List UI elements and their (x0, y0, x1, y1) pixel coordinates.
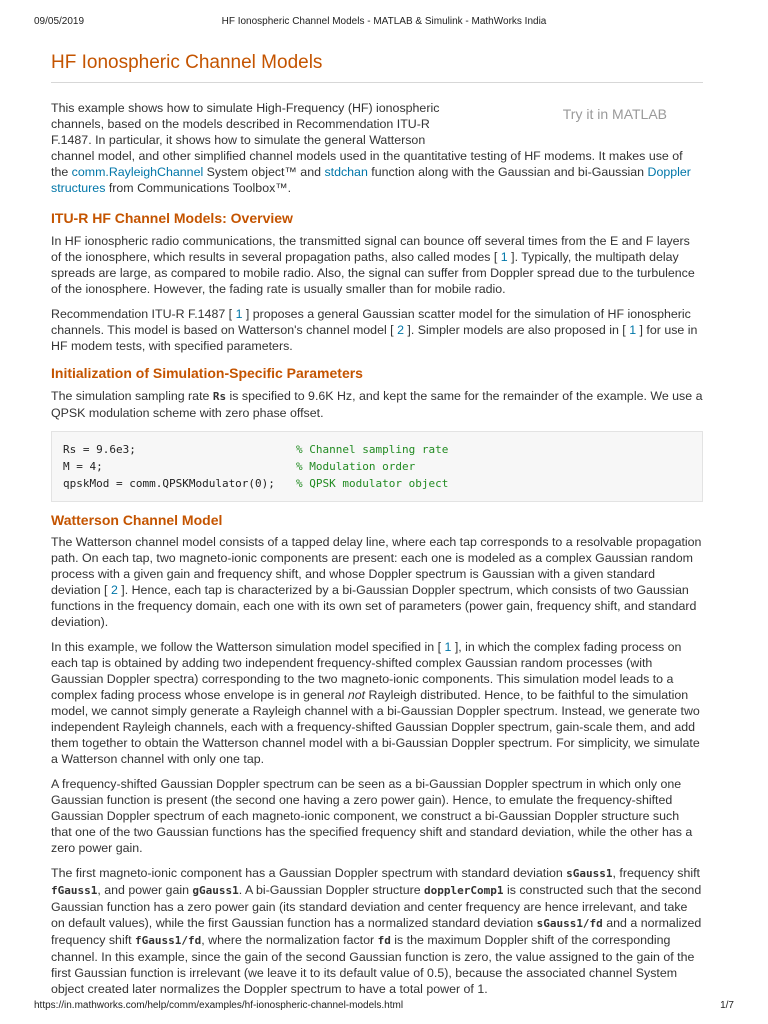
text: , where the normalization factor (201, 933, 378, 947)
inline-code: fGauss1 (51, 884, 98, 897)
inline-code: sGauss1/fd (536, 917, 603, 930)
code-line (63, 458, 691, 475)
text: ]. Hence, each tap is characterized by a bi-Gaussian Doppler spectrum, which consists of two Gaussian functions in the frequency domain, each one with its own set of parameters (power gain, frequency shift, and standard deviation). (51, 583, 697, 629)
code-statement: qpskMod = comm.QPSKModulator(0); (63, 477, 275, 490)
inline-code: fGauss1/fd (135, 934, 202, 947)
page-number: 1/7 (720, 1000, 734, 1011)
reference-link[interactable]: 1 (235, 307, 243, 321)
reference-link[interactable]: 1 (500, 250, 508, 264)
reference-link[interactable]: 2 (110, 583, 118, 597)
intro-text: function along with the Gaussian and bi-Gaussian (367, 165, 648, 179)
inline-code: gGauss1 (192, 884, 239, 897)
heading-watterson: Watterson Channel Model (51, 512, 223, 528)
text: is the maximum Doppler shift of the corresponding channel. In this example, since the gain of the second Gaussian function is zero, the value assigned to the gain of the first Gaussian function is irrelevant (we leave it to its default value of 0.5), because the associated channel System object created later normalizes the Doppler spectrum to have a total power of 1. (51, 933, 695, 996)
overview-paragraph-1 (51, 233, 703, 297)
reference-link[interactable]: 2 (397, 323, 404, 337)
intro-text: from Communications Toolbox™. (105, 181, 292, 195)
reference-link[interactable]: 1 (629, 323, 637, 337)
rayleigh-channel-link[interactable]: comm.RayleighChannel (71, 165, 204, 179)
code-line (63, 441, 691, 458)
heading-initialization: Initialization of Simulation-Specific Parameters (51, 365, 363, 381)
try-in-matlab-button[interactable]: Try it in MATLAB (562, 106, 667, 122)
text: and a normalized frequency shift (51, 916, 702, 947)
code-comment: % Channel sampling rate (296, 443, 449, 456)
text: ], in which the complex fading process on each tap is obtained by adding two independent frequency-shifted complex Gaussian random processes (with Gaussian Doppler spectra) corresponding to the two magneto-ionic components. This simulation model leads to a complex fading process whose envelope is in general (51, 640, 682, 702)
text: ]. Simpler models are also proposed in [ (403, 323, 630, 337)
stdchan-link[interactable]: stdchan (324, 165, 368, 179)
code-statement: M = 4; (63, 460, 103, 473)
text: ] for use in HF modem tests, with specified parameters. (51, 323, 698, 353)
intro-text: channel model, and other simplified channel models used in the quantitative testing of HF modems. It makes use of the (51, 149, 683, 179)
code-comment: % Modulation order (296, 460, 416, 473)
inline-code: fd (377, 934, 391, 947)
inline-code: dopplerComp1 (424, 884, 504, 897)
text: ]. Typically, the multipath delay spreads are large, as compared to mobile radio. Also, the signal can suffer from Doppler spread due to the turbulence of the ionosphere. However, the fading rate is usually smaller than for mobile radio. (51, 250, 695, 296)
reference-link[interactable]: 1 (444, 640, 452, 654)
code-block[interactable] (51, 431, 703, 502)
text: The Watterson channel model consists of a tapped delay line, where each tap corresponds to a resolvable propagation path. On each tap, two magneto-ionic components are present: each one is modeled as a complex Gaussian random process with a given gain and frequency shift, and whose Doppler spectrum is Gaussian with a given standard deviation [ (51, 535, 702, 597)
text: , frequency shift (612, 866, 700, 880)
text: Recommendation ITU-R F.1487 [ (51, 307, 236, 321)
print-date: 09/05/2019 (34, 16, 85, 27)
inline-code: sGauss1 (566, 867, 613, 880)
print-url: https://in.mathworks.com/help/comm/examples/hf-ionospheric-channel-models.html (34, 1000, 404, 1011)
overview-paragraph-2 (51, 306, 703, 354)
emphasis: not (347, 688, 366, 702)
print-page-title: HF Ionospheric Channel Models - MATLAB & Simulink - MathWorks India (221, 16, 547, 27)
watterson-paragraph-2 (51, 639, 703, 767)
code-comment: % QPSK modulator object (296, 477, 449, 490)
watterson-paragraph-3: A frequency-shifted Gaussian Doppler spectrum can be seen as a bi-Gaussian Doppler spectrum in which only one Gaussian function is present (the second one having a zero power gain). Hence, to emulate the frequency-shifted Gaussian Doppler spectrum of each magneto-ionic component, we construct a bi-Gaussian Doppler structure such that one of the two Gaussian functions has the specified frequency shift and standard deviation, while the other has a zero power gain. (51, 777, 693, 855)
print-footer (34, 1000, 734, 1014)
code-statement: Rs = 9.6e3; (63, 443, 136, 456)
intro-paragraph-1: This example shows how to simulate High-Frequency (HF) ionospheric channels, based on the models described in Recommendation ITU-R F.1487. In particular, it shows how to simulate the general Watterson (51, 101, 440, 147)
intro-paragraph-2 (51, 148, 703, 196)
watterson-paragraph-1 (51, 534, 703, 630)
text: is constructed such that the second Gaussian function has a zero power gain (its standard deviation and center frequency are hence irrelevant, and take on default values), while the first Gaussian function has a normalized standard deviation (51, 883, 702, 930)
text: In this example, we follow the Watterson simulation model specified in [ (51, 640, 445, 654)
init-paragraph (51, 388, 703, 421)
text: The first magneto-ionic component has a Gaussian Doppler spectrum with standard deviation (51, 866, 567, 880)
code-line (63, 475, 691, 492)
text: is specified to 9.6K Hz, and kept the same for the remainder of the example. We use a QPSK modulation scheme with zero phase offset. (51, 389, 703, 420)
intro (51, 100, 703, 196)
watterson-paragraph-4 (51, 865, 703, 997)
text: . A bi-Gaussian Doppler structure (238, 883, 425, 897)
inline-code: Rs (212, 390, 227, 403)
text: The simulation sampling rate (51, 389, 213, 403)
page-title: HF Ionospheric Channel Models (51, 52, 703, 83)
text: In HF ionospheric radio communications, the transmitted signal can bounce off several times from the E and F layers of the ionosphere, which results in several propagation paths, also called modes [ (51, 234, 690, 264)
doppler-structures-link[interactable]: Doppler structures (51, 165, 691, 195)
print-header (34, 16, 734, 30)
article (51, 52, 703, 1006)
text: ] proposes a general Gaussian scatter model for the simulation of HF ionospheric channels. This model is based on Watterson's channel model [ (51, 307, 691, 337)
intro-text: System object™ and (203, 165, 325, 179)
heading-overview: ITU-R HF Channel Models: Overview (51, 210, 293, 226)
text: Rayleigh distributed. Hence, to be faithful to the simulation model, we cannot simply generate a Rayleigh channel with a bi-Gaussian Doppler spectrum. Instead, we generate two independent Rayleigh channels, each with a frequency-shifted Gaussian Doppler spectrum, gain-scale them, and add them together to obtain the Watterson channel model with a bi-Gaussian Doppler spectrum. For simplicity, we simulate a Watterson channel with only one tap. (51, 688, 700, 766)
text: , and power gain (97, 883, 193, 897)
